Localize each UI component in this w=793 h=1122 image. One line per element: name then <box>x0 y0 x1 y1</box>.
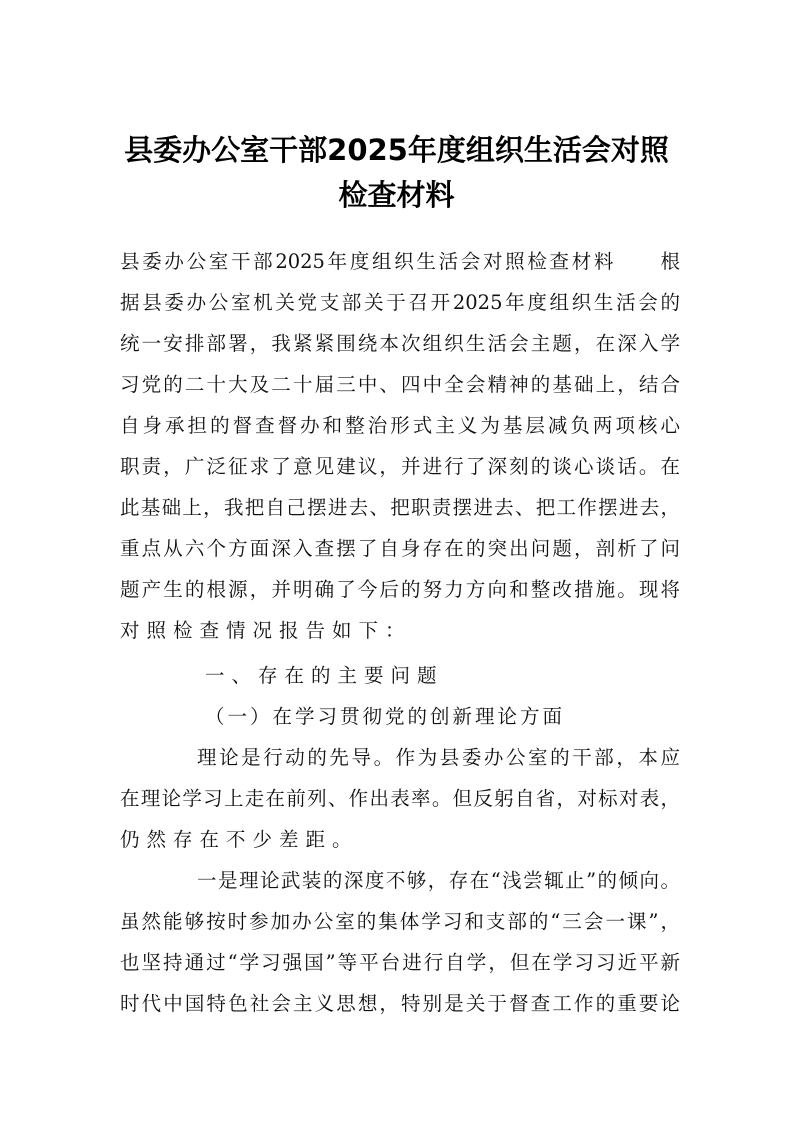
body-line: 也坚持通过“学习强国”等平台进行自学，但在学习习近平新 <box>120 951 680 974</box>
document-title-line-2: 检查材料 <box>338 178 455 212</box>
body-line: 仍然存在不少差距。 <box>120 828 359 851</box>
body-line: 对照检查情况报告如下： <box>120 619 412 642</box>
body-line: 重点从六个方面深入查摆了自身存在的突出问题，剖析了问 <box>120 537 680 560</box>
body-line: 统一安排部署，我紧紧围绕本次组织生活会主题，在深入学 <box>120 332 680 355</box>
body-line: 理论是行动的先导。作为县委办公室的干部，本应 <box>197 746 680 769</box>
body-line: 在理论学习上走在前列、作出表率。但反躬自省，对标对表， <box>120 787 680 810</box>
body-line: 自身承担的督查督办和整治形式主义为基层减负两项核心 <box>120 414 680 437</box>
body-line: 习党的二十大及二十届三中、四中全会精神的基础上，结合 <box>120 373 680 396</box>
body-line: 题产生的根源，并明确了今后的努力方向和整改措施。现将 <box>120 578 680 601</box>
body-line: 虽然能够按时参加办公室的集体学习和支部的“三会一课”， <box>120 910 680 933</box>
body-line: 此基础上，我把自己摆进去、把职责摆进去、把工作摆进去， <box>120 496 680 519</box>
subsection-heading: （一）在学习贯彻党的创新理论方面 <box>205 705 566 728</box>
body-line: 县委办公室干部2025年度组织生活会对照检查材料 根 <box>120 250 680 273</box>
document-title-line-1: 县委办公室干部2025年度组织生活会对照 <box>124 133 669 167</box>
body-line: 一是理论武装的深度不够，存在“浅尝辄止”的倾向。 <box>197 869 680 892</box>
body-line: 据县委办公室机关党支部关于召开2025年度组织生活会的 <box>120 291 680 314</box>
section-heading: 一、存在的主要问题 <box>205 664 444 687</box>
body-line: 时代中国特色社会主义思想，特别是关于督查工作的重要论 <box>120 992 680 1015</box>
body-line: 职责，广泛征求了意见建议，并进行了深刻的谈心谈话。在 <box>120 455 680 478</box>
